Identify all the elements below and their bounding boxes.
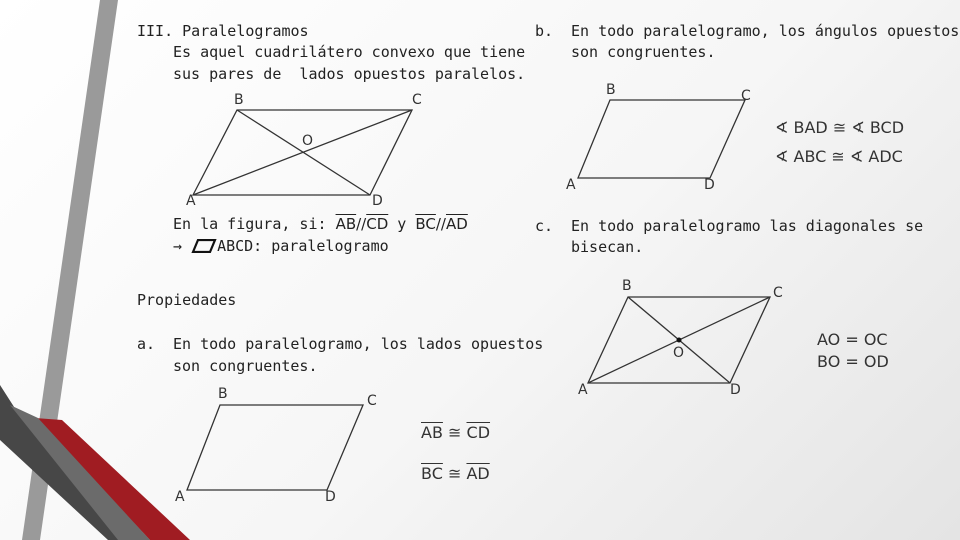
eq-a1-left: $\overline{AB}$: [421, 423, 443, 442]
eq-a2-left: $\overline{BC}$: [421, 464, 443, 483]
main-label-a: A: [186, 193, 196, 209]
property-c-line-1: En todo paralelogramo las diagonales se: [571, 217, 924, 235]
eq-b1-right: ∢ BCD: [851, 118, 905, 137]
eq-b2-sym: ≅: [831, 147, 845, 166]
eq-a2-right: $\overline{AD}$: [466, 464, 490, 483]
intersection-point-o: [677, 338, 682, 343]
segment-cd: $\overline{CD}$: [366, 215, 389, 233]
property-b-marker: b.: [535, 22, 554, 40]
eq-a1-right: $\overline{CD}$: [466, 423, 491, 442]
definition-line-2: sus pares de lados opuestos paralelos.: [173, 65, 526, 83]
c-label-b: B: [622, 278, 632, 294]
eq-b1-left: ∢ BAD: [775, 118, 828, 137]
property-a-marker: a.: [137, 335, 156, 353]
eq-a2-sym: ≅: [447, 464, 462, 483]
parallel-symbol-1: //: [356, 215, 367, 233]
property-c-marker: c.: [535, 217, 554, 235]
b-label-b: B: [606, 82, 616, 98]
definition-line-1: Es aquel cuadrilátero convexo que tiene: [173, 43, 526, 61]
main-label-b: B: [234, 92, 244, 108]
segment-ad: $\overline{AD}$: [445, 215, 468, 233]
parallel-symbol-2: //: [435, 215, 446, 233]
implies-arrow: →: [173, 237, 183, 255]
segment-ab: $\overline{AB}$: [335, 215, 357, 233]
c-label-a: A: [578, 382, 588, 398]
main-label-d: D: [372, 193, 383, 209]
b-label-d: D: [704, 177, 715, 193]
property-a-line-2: son congruentes.: [173, 357, 318, 375]
main-label-o: O: [302, 133, 314, 149]
equation-bo-od: BO = OD: [817, 352, 889, 371]
a-label-c: C: [367, 393, 377, 409]
eq-b2-right: ∢ ADC: [849, 147, 903, 166]
a-label-b: B: [218, 386, 228, 402]
property-a-line-1: En todo paralelogramo, los lados opuestos: [173, 335, 544, 353]
a-label-a: A: [175, 489, 185, 505]
eq-b2-left: ∢ ABC: [775, 147, 827, 166]
property-b-line-2: son congruentes.: [571, 43, 716, 61]
c-label-c: C: [773, 285, 783, 301]
properties-title: Propiedades: [137, 291, 237, 309]
segment-bc: $\overline{BC}$: [415, 215, 436, 233]
eq-a1-sym: ≅: [448, 423, 462, 442]
property-c-line-2: bisecan.: [571, 238, 644, 256]
equation-ao-oc: AO = OC: [817, 330, 888, 349]
section-heading: III. Paralelogramos: [137, 22, 309, 40]
b-label-a: A: [566, 177, 576, 193]
a-label-d: D: [325, 489, 336, 505]
conclusion-result: ABCD: paralelogramo: [217, 237, 389, 255]
condition-conj: y: [397, 215, 407, 233]
b-label-c: C: [741, 88, 751, 104]
main-label-c: C: [412, 92, 422, 108]
c-label-o: O: [673, 345, 685, 361]
c-label-d: D: [730, 382, 741, 398]
property-b-line-1: En todo paralelogramo, los ángulos opuestos: [571, 22, 960, 40]
eq-b1-sym: ≅: [832, 118, 847, 137]
condition-prefix: En la figura, si:: [173, 215, 327, 233]
